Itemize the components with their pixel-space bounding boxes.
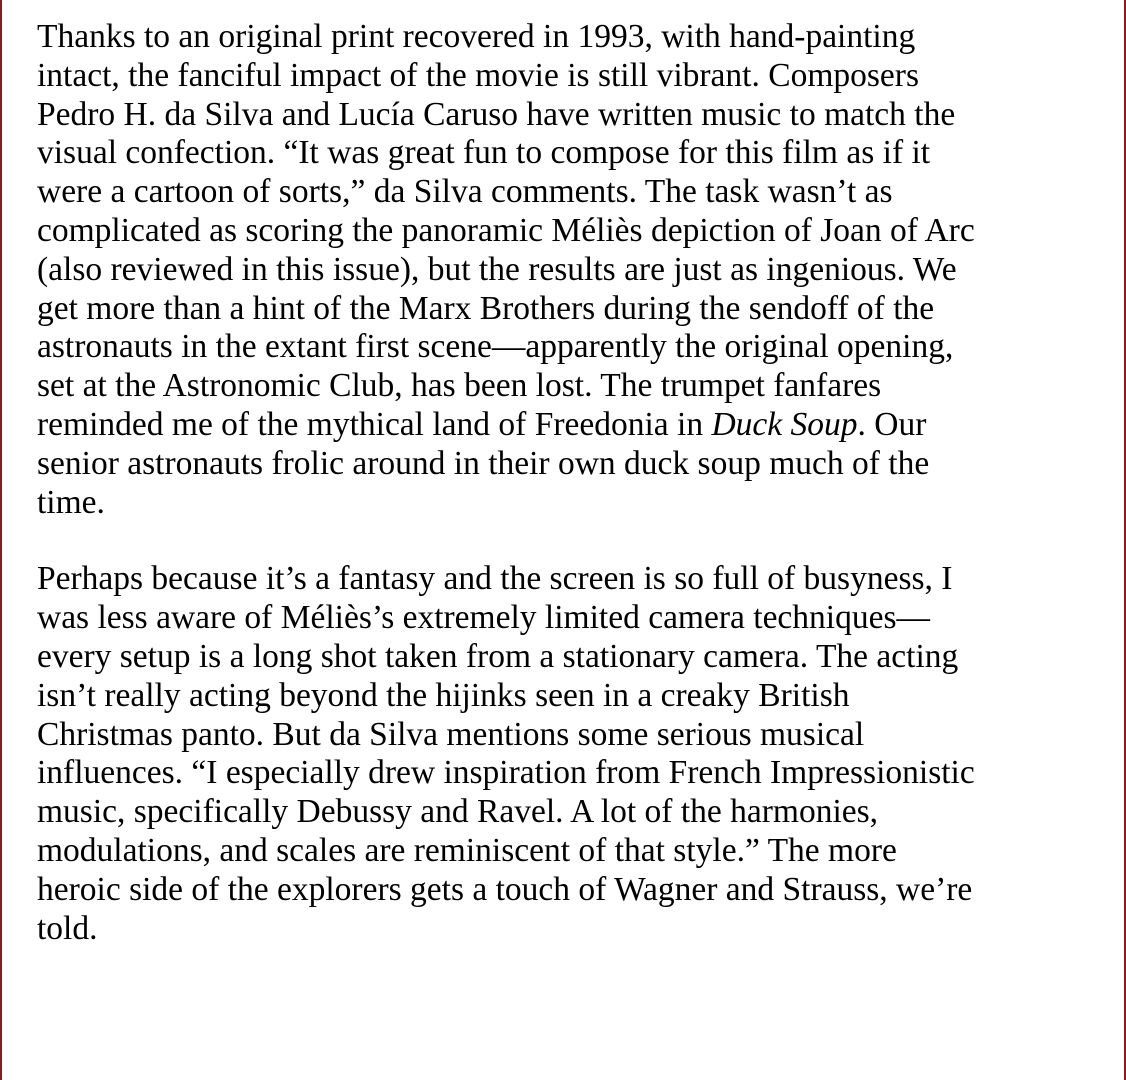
text-line: were a cartoon of sorts,” da Silva comments. The task wasn’t as — [37, 173, 893, 211]
text-line: every setup is a long shot taken from a stationary camera. The acting — [37, 637, 959, 675]
text-line: music, specifically Debussy and Ravel. A lot of the harmonies, — [37, 793, 879, 831]
text-line: influences. “I especially drew inspiration from French Impressionistic — [37, 754, 975, 792]
text-run: . Our — [857, 405, 927, 443]
text-line: set at the Astronomic Club, has been lost. The trumpet fanfares — [37, 367, 882, 405]
text-line: Pedro H. da Silva and Lucía Caruso have written music to match the — [37, 95, 956, 133]
text-line: Perhaps because it’s a fantasy and the screen is so full of busyness, I — [37, 560, 953, 598]
paragraph-1 — [37, 18, 1097, 522]
text-line: Christmas panto. But da Silva mentions some serious musical — [37, 715, 865, 753]
text-line: heroic side of the explorers gets a touch of Wagner and Strauss, we’re — [37, 870, 973, 908]
film-title-duck-soup: Duck Soup — [711, 405, 858, 443]
text-line — [37, 406, 1097, 445]
text-line: time. — [37, 483, 105, 521]
text-line: visual confection. “It was great fun to compose for this film as if it — [37, 134, 931, 172]
text-line: (also reviewed in this issue), but the results are just as ingenious. We — [37, 250, 957, 288]
text-line: isn’t really acting beyond the hijinks seen in a creaky British — [37, 676, 850, 714]
text-line: get more than a hint of the Marx Brothers during the sendoff of the — [37, 289, 935, 327]
text-line: told. — [37, 909, 98, 947]
article-body — [37, 18, 1097, 948]
text-line: senior astronauts frolic around in their own duck soup much of the — [37, 444, 930, 482]
text-run: reminded me of the mythical land of Freedonia in — [37, 405, 712, 443]
text-line: astronauts in the extant first scene—apparently the original opening, — [37, 328, 954, 366]
text-line: Thanks to an original print recovered in 1993, with hand-painting — [37, 18, 916, 55]
text-line: was less aware of Méliès’s extremely limited camera techniques— — [37, 599, 931, 637]
text-line: modulations, and scales are reminiscent of that style.” The more — [37, 831, 897, 869]
paragraph-2 — [37, 560, 1097, 948]
text-line: complicated as scoring the panoramic Méliès depiction of Joan of Arc — [37, 211, 975, 249]
text-line: intact, the fanciful impact of the movie is still vibrant. Composers — [37, 56, 919, 94]
